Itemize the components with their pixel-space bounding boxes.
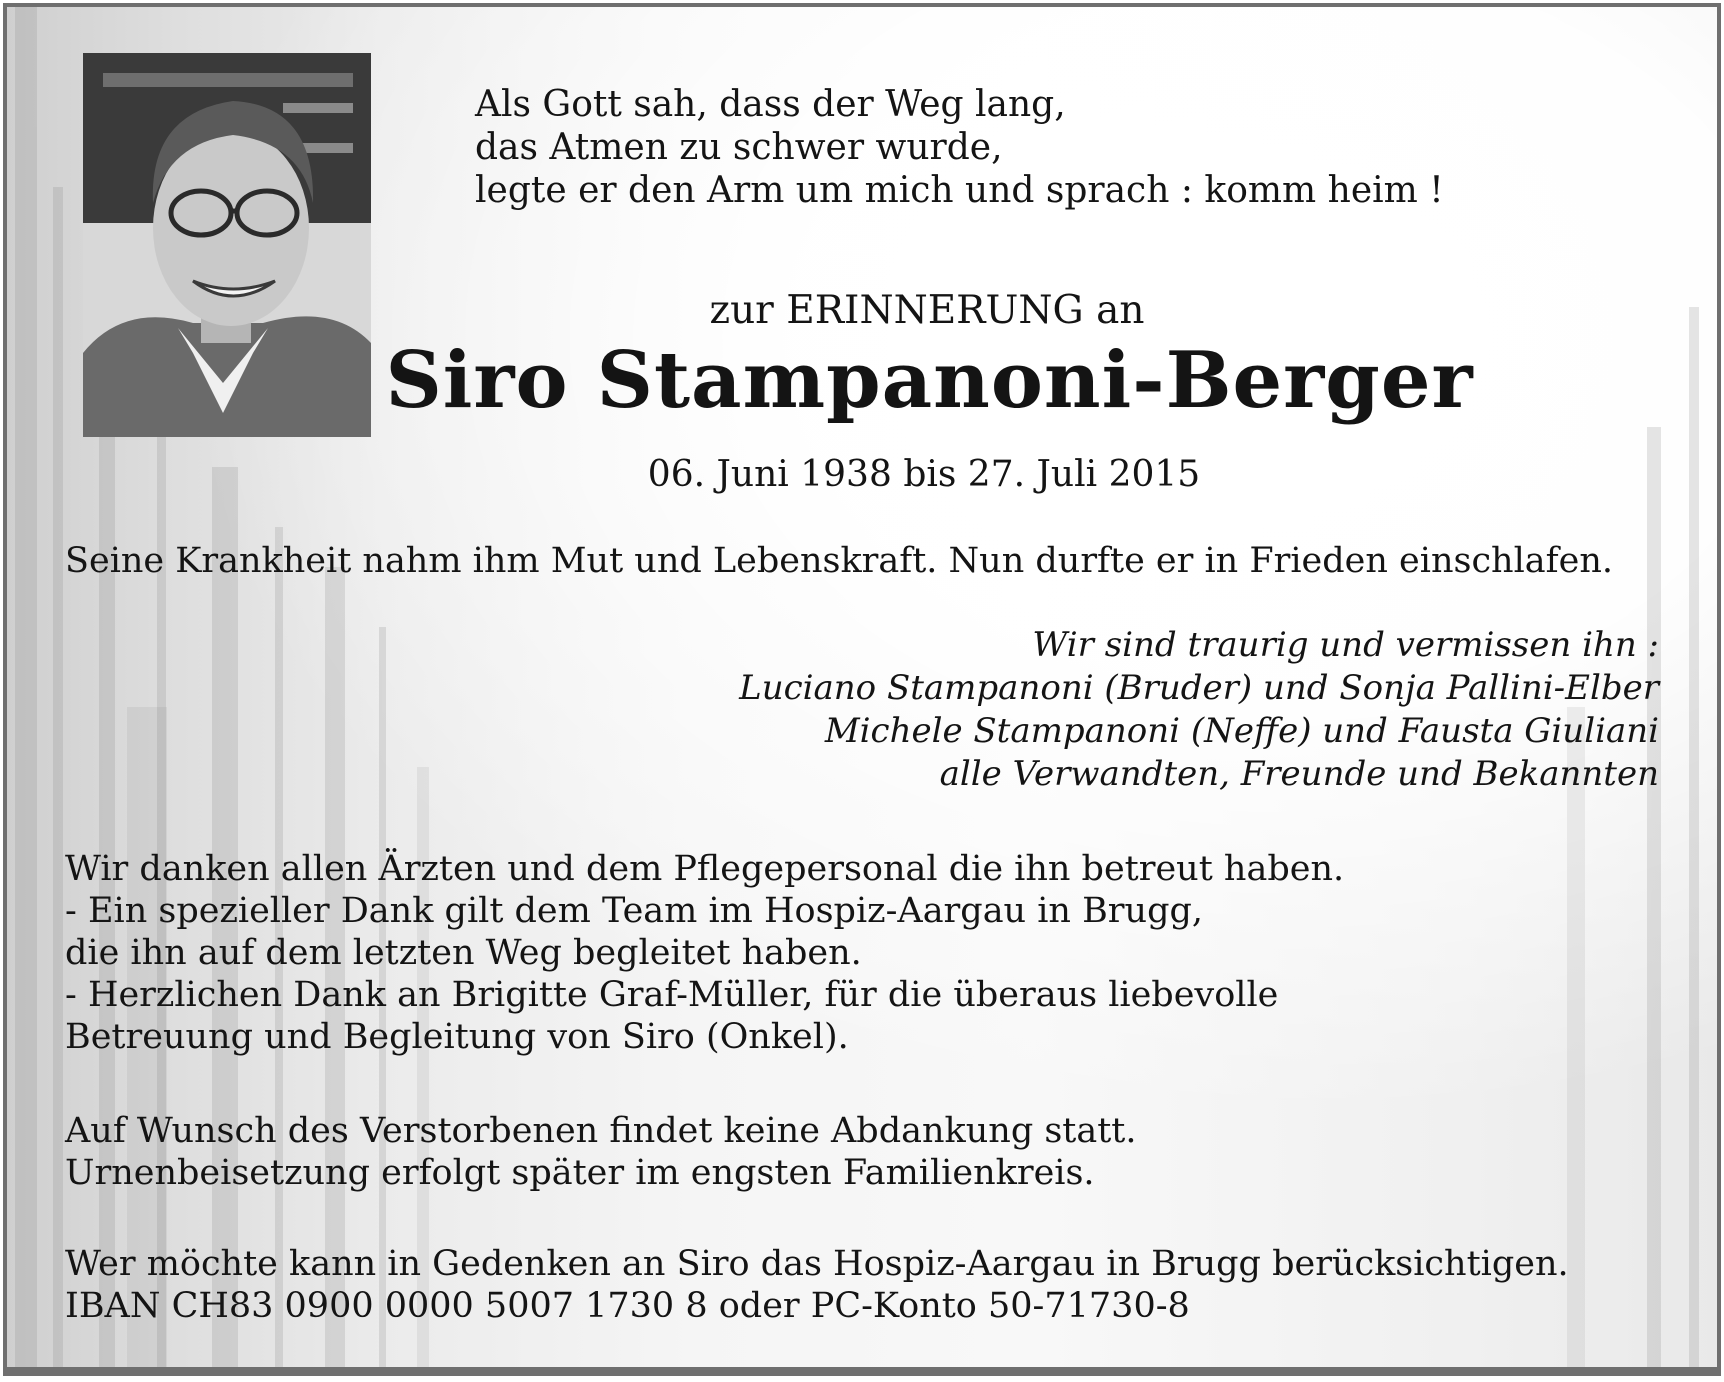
thanks-paragraph — [65, 848, 1344, 1058]
mourners-line: Luciano Stampanoni (Bruder) und Sonja Pallini-Elber — [739, 668, 1659, 708]
donation-paragraph — [65, 1243, 1569, 1327]
mourners-line: Michele Stampanoni (Neffe) und Fausta Giuliani — [824, 711, 1659, 751]
donation-line: IBAN CH83 0900 0000 5007 1730 8 oder PC-Konto 50-71730-8 — [65, 1286, 1190, 1326]
thanks-line: die ihn auf dem letzten Weg begleitet haben. — [65, 933, 862, 973]
obituary-notice — [3, 3, 1721, 1376]
deceased-name: Siro Stampanoni-Berger — [385, 335, 1474, 426]
ceremony-line: Auf Wunsch des Verstorbenen findet keine Abdankung statt. — [65, 1111, 1137, 1151]
mourners-line: alle Verwandten, Freunde und Bekannten — [939, 754, 1659, 794]
illness-line: Seine Krankheit nahm ihm Mut und Lebenskraft. Nun durfte er in Frieden einschlafen. — [65, 541, 1613, 581]
thanks-line: - Ein spezieller Dank gilt dem Team im Hospiz-Aargau in Brugg, — [65, 891, 1204, 931]
poem — [475, 83, 1444, 212]
life-dates: 06. Juni 1938 bis 27. Juli 2015 — [647, 454, 1201, 495]
donation-line: Wer möchte kann in Gedenken an Siro das Hospiz-Aargau in Brugg berücksichtigen. — [65, 1244, 1569, 1284]
thanks-line: Wir danken allen Ärzten und dem Pflegepersonal die ihn betreut haben. — [65, 849, 1345, 889]
ceremony-line: Urnenbeisetzung erfolgt später im engsten Familienkreis. — [65, 1153, 1095, 1193]
poem-line: Als Gott sah, dass der Weg lang, — [475, 84, 1066, 125]
poem-line: das Atmen zu schwer wurde, — [475, 127, 1003, 168]
thanks-line: - Herzlichen Dank an Brigitte Graf-Müller, für die überaus liebevolle — [65, 975, 1279, 1015]
thanks-line: Betreuung und Begleitung von Siro (Onkel). — [65, 1017, 849, 1057]
poem-line: legte er den Arm um mich und sprach : komm heim ! — [475, 170, 1444, 211]
mourners-list — [739, 624, 1659, 796]
memory-heading: zur ERINNERUNG an — [709, 288, 1145, 333]
ceremony-paragraph — [65, 1110, 1137, 1194]
mourners-line: Wir sind traurig und vermissen ihn : — [1032, 625, 1659, 665]
